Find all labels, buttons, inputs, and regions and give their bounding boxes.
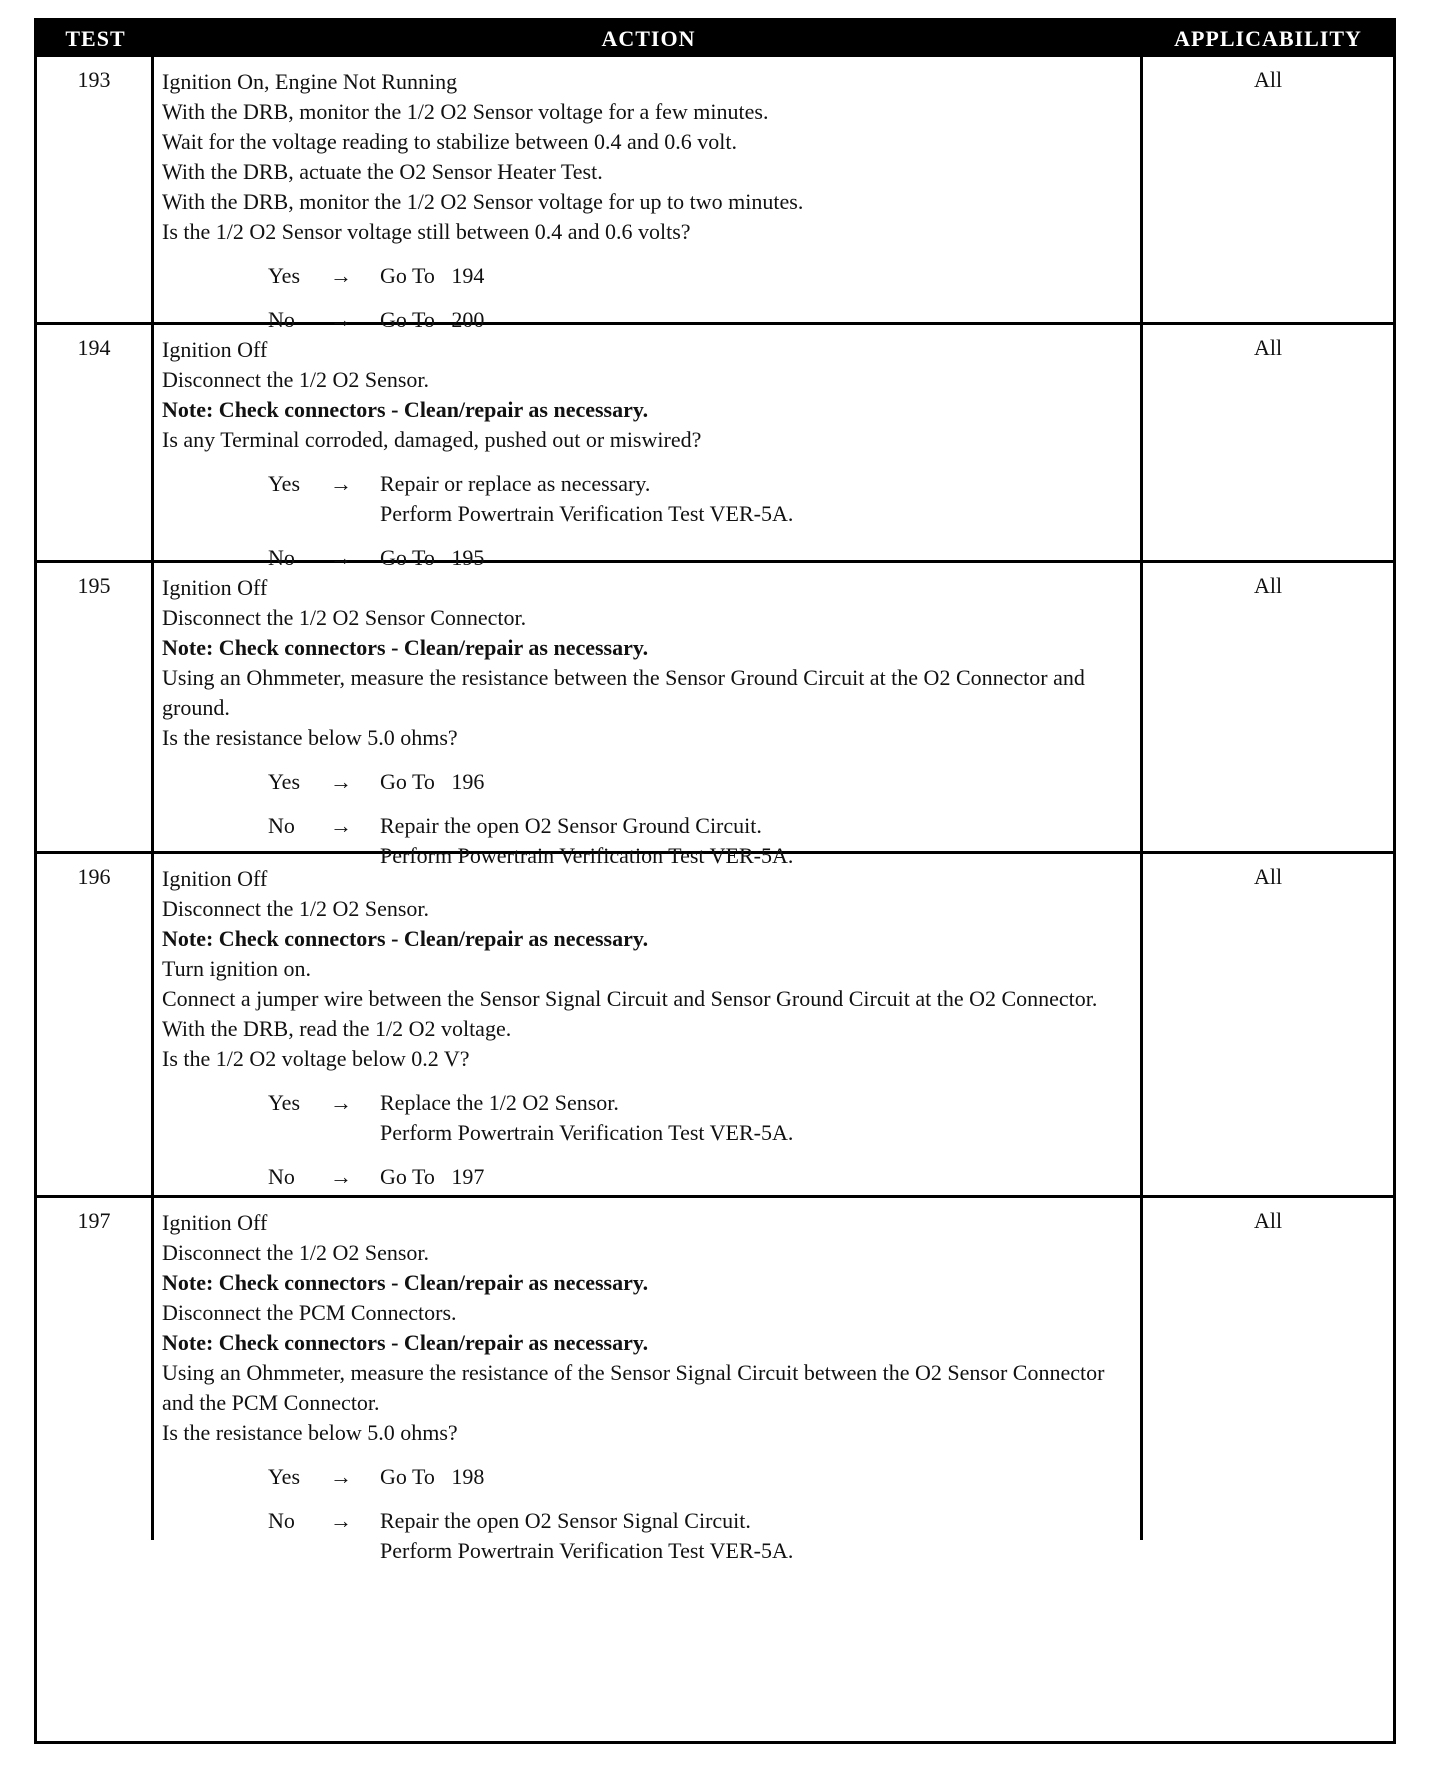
answers xyxy=(162,1088,1134,1192)
arrow-icon: → xyxy=(330,1508,352,1533)
yes-answer xyxy=(268,1088,1134,1148)
result-line: Go To 200 xyxy=(380,307,485,332)
arrow-icon: → xyxy=(330,471,352,496)
test-number: 197 xyxy=(37,1198,154,1540)
test-number: 193 xyxy=(37,57,154,322)
action-line: Ignition Off xyxy=(162,1210,268,1235)
action-line: With the DRB, monitor the 1/2 O2 Sensor voltage for a few minutes. xyxy=(162,99,769,124)
applicability-cell: All xyxy=(1253,864,1283,889)
yes-label: Yes xyxy=(268,263,301,288)
header-test: TEST xyxy=(65,26,126,51)
note-line: Note: Check connectors - Clean/repair as necessary. xyxy=(162,926,649,951)
test-number: 195 xyxy=(37,563,154,851)
action-line: Ignition Off xyxy=(162,575,268,600)
note-line: Note: Check connectors - Clean/repair as necessary. xyxy=(162,1330,649,1355)
header-action: ACTION xyxy=(601,26,696,51)
arrow-icon: → xyxy=(330,263,352,288)
action-line: Using an Ohmmeter, measure the resistance between the Sensor Ground Circuit at the O2 Connector and ground. xyxy=(162,665,1085,720)
table-row xyxy=(37,57,1393,332)
action-line: With the DRB, read the 1/2 O2 voltage. xyxy=(162,1016,512,1041)
yes-result xyxy=(380,469,1134,529)
result-line: Repair or replace as necessary. xyxy=(380,471,651,496)
action-line: Connect a jumper wire between the Sensor Signal Circuit and Sensor Ground Circuit at the O2 Connector. xyxy=(162,986,1098,1011)
action-cell xyxy=(154,1198,1143,1563)
action-line: Using an Ohmmeter, measure the resistance of the Sensor Signal Circuit between the O2 Sensor Connector and the PCM Connector. xyxy=(162,1360,1105,1415)
result-line: Perform Powertrain Verification Test VER-5A. xyxy=(380,1538,794,1563)
no-result xyxy=(380,1506,1134,1566)
action-cell xyxy=(154,563,1143,868)
result-line: Perform Powertrain Verification Test VER-5A. xyxy=(380,1120,794,1145)
table-body xyxy=(37,57,1393,1563)
answers xyxy=(162,469,1134,573)
note-line: Note: Check connectors - Clean/repair as necessary. xyxy=(162,397,649,422)
table-row xyxy=(37,560,1393,868)
action-line: With the DRB, actuate the O2 Sensor Heater Test. xyxy=(162,159,603,184)
table-row xyxy=(37,322,1393,570)
action-line: Disconnect the 1/2 O2 Sensor. xyxy=(162,1240,430,1265)
action-line: Ignition Off xyxy=(162,866,268,891)
applicability-cell: All xyxy=(1253,1208,1283,1233)
action-line: Disconnect the 1/2 O2 Sensor Connector. xyxy=(162,605,527,630)
no-result xyxy=(380,1162,1134,1192)
result-line: Go To 196 xyxy=(380,769,485,794)
action-line: With the DRB, monitor the 1/2 O2 Sensor voltage for up to two minutes. xyxy=(162,189,804,214)
action-cell xyxy=(154,57,1143,332)
arrow-icon: → xyxy=(330,307,352,332)
action-line: Ignition Off xyxy=(162,337,268,362)
applicability-cell: All xyxy=(1253,67,1283,92)
yes-answer xyxy=(268,1462,1134,1492)
no-label: No xyxy=(268,1164,295,1189)
action-line: Disconnect the 1/2 O2 Sensor. xyxy=(162,896,430,921)
arrow-icon: → xyxy=(330,1164,352,1189)
action-cell xyxy=(154,325,1143,570)
no-label: No xyxy=(268,813,295,838)
result-line: Repair the open O2 Sensor Ground Circuit. xyxy=(380,813,762,838)
action-line: Is the 1/2 O2 voltage below 0.2 V? xyxy=(162,1046,470,1071)
no-answer xyxy=(268,1506,1134,1566)
action-line: Ignition On, Engine Not Running xyxy=(162,69,458,94)
diagnostic-table xyxy=(34,18,1396,1744)
arrow-icon: → xyxy=(330,1090,352,1115)
action-line: Is the resistance below 5.0 ohms? xyxy=(162,1420,458,1445)
result-line: Go To 198 xyxy=(380,1464,485,1489)
test-number: 194 xyxy=(37,325,154,560)
arrow-icon: → xyxy=(330,769,352,794)
yes-result xyxy=(380,1088,1134,1148)
yes-label: Yes xyxy=(268,1464,301,1489)
result-line: Go To 197 xyxy=(380,1164,485,1189)
result-line: Perform Powertrain Verification Test VER-5A. xyxy=(380,843,794,868)
note-line: Note: Check connectors - Clean/repair as necessary. xyxy=(162,635,649,660)
yes-answer xyxy=(268,767,1134,797)
result-line: Perform Powertrain Verification Test VER-5A. xyxy=(380,501,794,526)
header-applicability: APPLICABILITY xyxy=(1174,26,1362,51)
yes-result xyxy=(380,1462,1134,1492)
action-line: Turn ignition on. xyxy=(162,956,311,981)
yes-result xyxy=(380,767,1134,797)
yes-label: Yes xyxy=(268,769,301,794)
no-answer xyxy=(268,1162,1134,1192)
action-line: Is the 1/2 O2 Sensor voltage still between 0.4 and 0.6 volts? xyxy=(162,219,691,244)
no-label: No xyxy=(268,545,295,570)
result-line: Go To 195 xyxy=(380,545,485,570)
table-header xyxy=(37,21,1393,57)
applicability-cell: All xyxy=(1253,573,1283,598)
table-row xyxy=(37,851,1393,1195)
no-label: No xyxy=(268,307,295,332)
arrow-icon: → xyxy=(330,545,352,570)
arrow-icon: → xyxy=(330,1464,352,1489)
result-line: Go To 194 xyxy=(380,263,485,288)
yes-label: Yes xyxy=(268,1090,301,1115)
test-number: 196 xyxy=(37,854,154,1195)
action-line: Wait for the voltage reading to stabilize between 0.4 and 0.6 volt. xyxy=(162,129,737,154)
answers xyxy=(162,1462,1134,1566)
action-line: Disconnect the PCM Connectors. xyxy=(162,1300,457,1325)
action-cell xyxy=(154,854,1143,1195)
action-line: Is any Terminal corroded, damaged, pushed out or miswired? xyxy=(162,427,702,452)
no-label: No xyxy=(268,1508,295,1533)
answers xyxy=(162,261,1134,335)
result-line: Replace the 1/2 O2 Sensor. xyxy=(380,1090,619,1115)
action-line: Disconnect the 1/2 O2 Sensor. xyxy=(162,367,430,392)
action-line: Is the resistance below 5.0 ohms? xyxy=(162,725,458,750)
result-line: Repair the open O2 Sensor Signal Circuit. xyxy=(380,1508,751,1533)
note-line: Note: Check connectors - Clean/repair as necessary. xyxy=(162,1270,649,1295)
table-row xyxy=(37,1195,1393,1563)
arrow-icon: → xyxy=(330,813,352,838)
yes-answer xyxy=(268,469,1134,529)
applicability-cell: All xyxy=(1253,335,1283,360)
yes-label: Yes xyxy=(268,471,301,496)
yes-answer xyxy=(268,261,1134,291)
yes-result xyxy=(380,261,1134,291)
